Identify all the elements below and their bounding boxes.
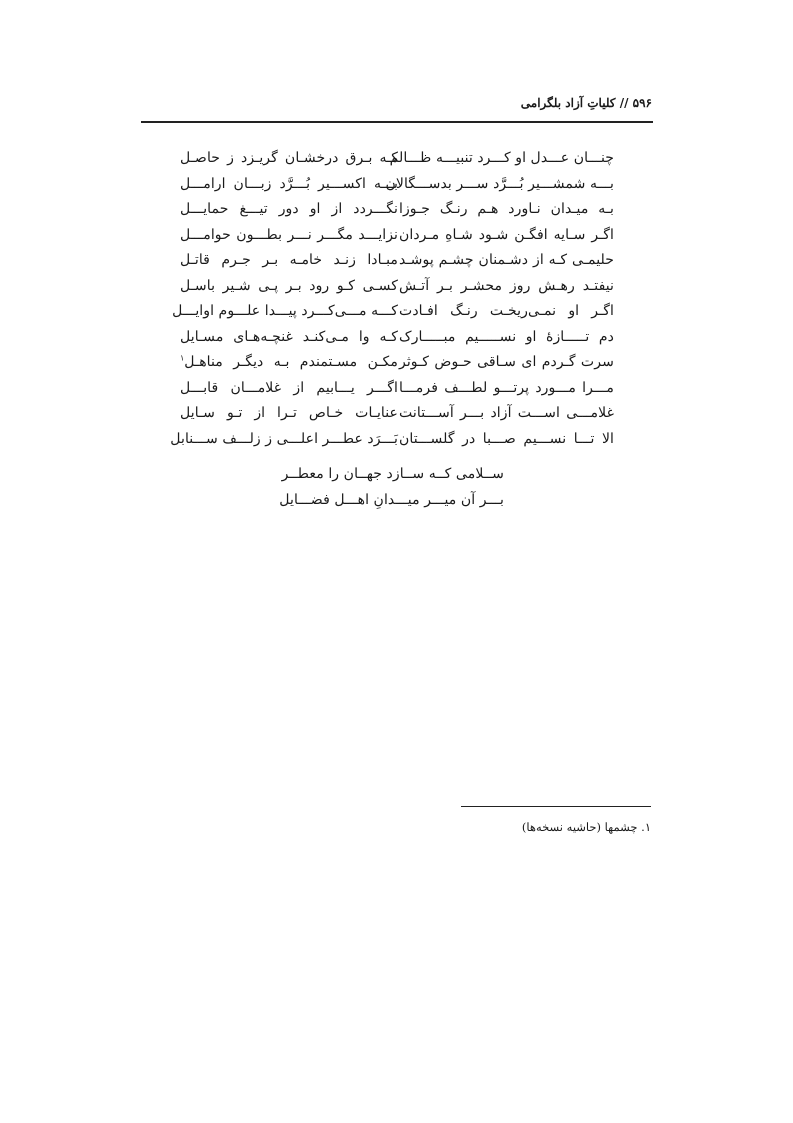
- first-hemistich: الا تـــا نســـیم صـــبا در گلســـتان: [399, 430, 614, 447]
- verse-row: [180, 248, 614, 274]
- verse-row: [180, 325, 614, 351]
- verse-row: [180, 172, 614, 198]
- page-header: [142, 96, 652, 120]
- header-rule: [141, 121, 653, 123]
- first-hemistich: بـــه شمشـــیر بُـــرَّد ســـر بدســـگالان: [385, 175, 614, 192]
- second-hemistich: کـــه مـــی‌کـــرد پیـــدا علـــوم اوایـــل: [172, 303, 398, 319]
- first-hemistich: اگـر او نمـی‌ریخـت رنـگ افـادت: [399, 303, 614, 319]
- first-hemistich: نیفتـد رهـش روز محشـر بـر آتـش: [399, 277, 614, 294]
- second-hemistich: بَـــرَد عطـــر اعلـــی ز زلـــف ســـنابل: [170, 430, 398, 447]
- verse-row: [180, 146, 614, 172]
- first-hemistich: مـــرا مـــورد پرتـــو لطـــف فرمـــا: [399, 379, 614, 396]
- closing-line: بـــر آن میـــر میـــدانِ اهـــل فضـــایل: [279, 491, 504, 508]
- footnote-marker: ۱: [180, 353, 185, 363]
- verse-row: [180, 197, 614, 223]
- footnote-rule: [461, 806, 651, 807]
- verse-row: [180, 376, 614, 402]
- verse-row: [170, 427, 614, 453]
- second-hemistich: مبـادا زنـد خامـه بـر جـرم قاتـل: [180, 252, 398, 268]
- first-hemistich: بـه میـدان نـاورد هـم رنـگ جـوزا: [399, 201, 614, 217]
- first-hemistich: حلیمـی کـه از دشـمنان چشـم پوشـد: [399, 252, 614, 268]
- second-hemistich: کسـی کـو رود بـر پـی شـیر باسـل: [180, 277, 398, 294]
- verse-row: [172, 299, 614, 325]
- first-hemistich: غلامـــی اســـت آزاد بـــر آســـتانت: [399, 405, 614, 421]
- second-hemistich: اگـــر یـــابیم از غلامـــان قابـــل: [180, 379, 398, 396]
- first-hemistich: اگـر سـایه افگـن شـود شـاهِ مـردان: [399, 226, 614, 243]
- second-hemistich: کـه وا مـی‌کنـد غنچـه‌هـای مسـایل: [180, 328, 398, 345]
- verse-row: [180, 350, 614, 376]
- second-hemistich: بـــه اکســـیر بُـــرَّد زبـــان ارامـــل: [180, 175, 398, 192]
- second-hemistich: نگـــردد از او دور تیـــغ حمایـــل: [180, 201, 398, 217]
- first-hemistich: چنـــان عـــدل او کـــرد تنبیـــه ظـــالم: [389, 150, 614, 166]
- book-title: کلیاتِ آزاد بلگرامی: [520, 96, 616, 110]
- second-hemistich: نزایـــد مگـــر نـــر بطـــون حوامـــل: [180, 226, 398, 243]
- verse-row: [180, 274, 614, 300]
- first-hemistich: سرت گـردم ای سـاقی حـوض کـوثر: [399, 354, 614, 370]
- second-hemistich: کـه بـرق درخشـان گریـزد ز حاصـل: [180, 150, 398, 166]
- second-hemistich: [180, 350, 398, 376]
- closing-line: ســلامی کــه ســازد جهــان را معطــر: [281, 466, 504, 482]
- second-hemistich: عنایـات خـاص تـرا از تـو سـایل: [180, 405, 398, 421]
- verse-row: [180, 401, 614, 427]
- page-number: ۵۹۶: [632, 96, 652, 110]
- header-separator: //: [619, 96, 629, 110]
- first-hemistich: دم تـــــازهٔ او نســـــیم مبـــــارک: [399, 328, 614, 345]
- second-hemistich-text: مکـن مسـتمندم بـه دیگـر مناهـل: [184, 354, 398, 370]
- poem-verses: [170, 146, 614, 452]
- verse-row: [180, 223, 614, 249]
- footnote: ۱. چشمها (حاشیه نسخه‌ها): [521, 820, 651, 834]
- closing-verse: [279, 462, 504, 513]
